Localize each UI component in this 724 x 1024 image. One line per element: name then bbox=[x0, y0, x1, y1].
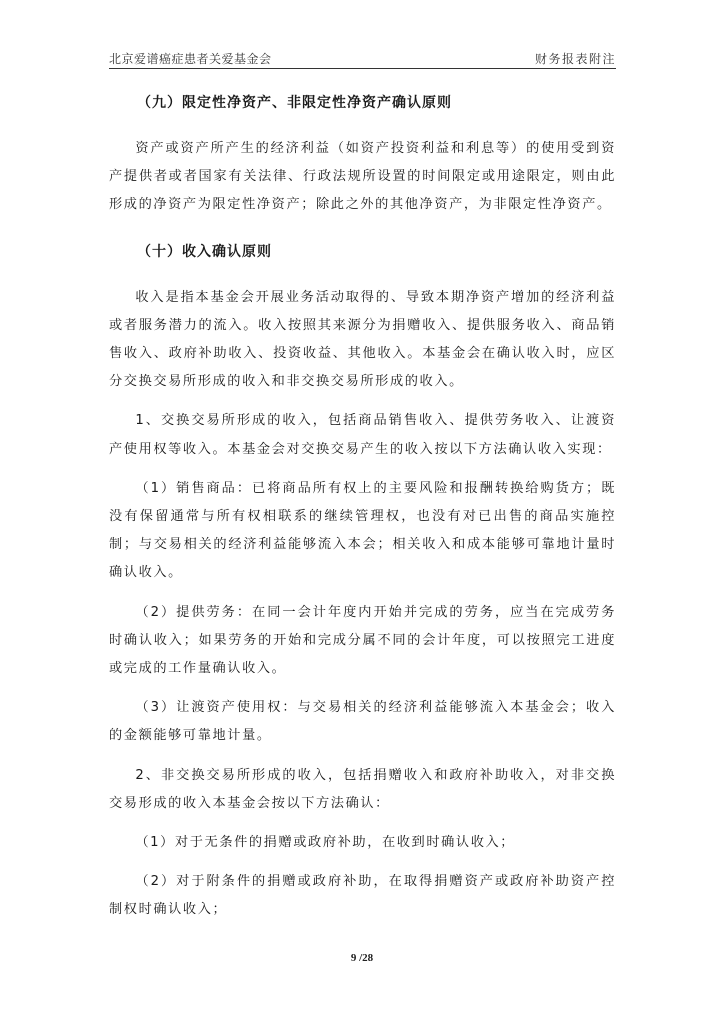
section-10-paragraph-5: （3）让渡资产使用权：与交易相关的经济利益能够流入本基金会；收入的金额能够可靠地计量。 bbox=[109, 700, 616, 744]
page-body bbox=[109, 92, 616, 925]
section-9-heading: （九）限定性净资产、非限定性净资产确认原则 bbox=[137, 95, 452, 111]
section-10-heading: （十）收入确认原则 bbox=[137, 243, 272, 260]
section-10-paragraph-1: 收入是指本基金会开展业务活动取得的、导致本期净资产增加的经济利益或者服务潜力的流入。收入按照其来源分为捐赠收入、提供服务收入、商品销售收入、政府补助收入、投资收益、其他收入。本基金会在确认收入时，应区分交换交易所形成的收入和非交换交易所形成的收入。 bbox=[109, 289, 616, 390]
section-9-paragraph-1: 资产或资产所产生的经济利益（如资产投资利益和利息等）的使用受到资产提供者或者国家有关法律、行政法规所设置的时间限定或用途限定，则由此形成的净资产为限定性净资产；除此之外的其他净资产，为非限定性净资产。 bbox=[109, 141, 616, 213]
section-10-paragraph-6: 2、非交换交易所形成的收入，包括捐赠收入和政府补助收入，对非交换交易形成的收入本基金会按以下方法确认： bbox=[109, 767, 616, 811]
section-10-paragraph-8: （2）对于附条件的捐赠或政府补助，在取得捐赠资产或政府补助资产控制权时确认收入； bbox=[109, 874, 616, 918]
section-10-paragraph-2: 1、交换交易所形成的收入，包括商品销售收入、提供劳务收入、让渡资产使用权等收入。本基金会对交换交易产生的收入按以下方法确认收入实现： bbox=[109, 413, 616, 457]
organization-name: 北京爱谱癌症患者关爱基金会 bbox=[109, 52, 272, 66]
section-10-paragraph-3: （1）销售商品：已将商品所有权上的主要风险和报酬转换给购货方；既没有保留通常与所有权相联系的继续管理权，也没有对已出售的商品实施控制；与交易相关的经济利益能够流入本会；相关收入和成本能够可靠地计量时确认收入。 bbox=[109, 480, 616, 581]
section-10-paragraph-7: （1）对于无条件的捐赠或政府补助，在收到时确认收入； bbox=[135, 835, 516, 851]
section-10-paragraph-4: （2）提供劳务：在同一会计年度内开始并完成的劳务，应当在完成劳务时确认收入；如果劳务的开始和完成分属不同的会计年度，可以按照完工进度或完成的工作量确认收入。 bbox=[109, 604, 616, 677]
document-section-name: 财务报表附注 bbox=[534, 52, 616, 66]
page-number: 9 /28 bbox=[350, 952, 374, 964]
page-header bbox=[109, 46, 616, 69]
